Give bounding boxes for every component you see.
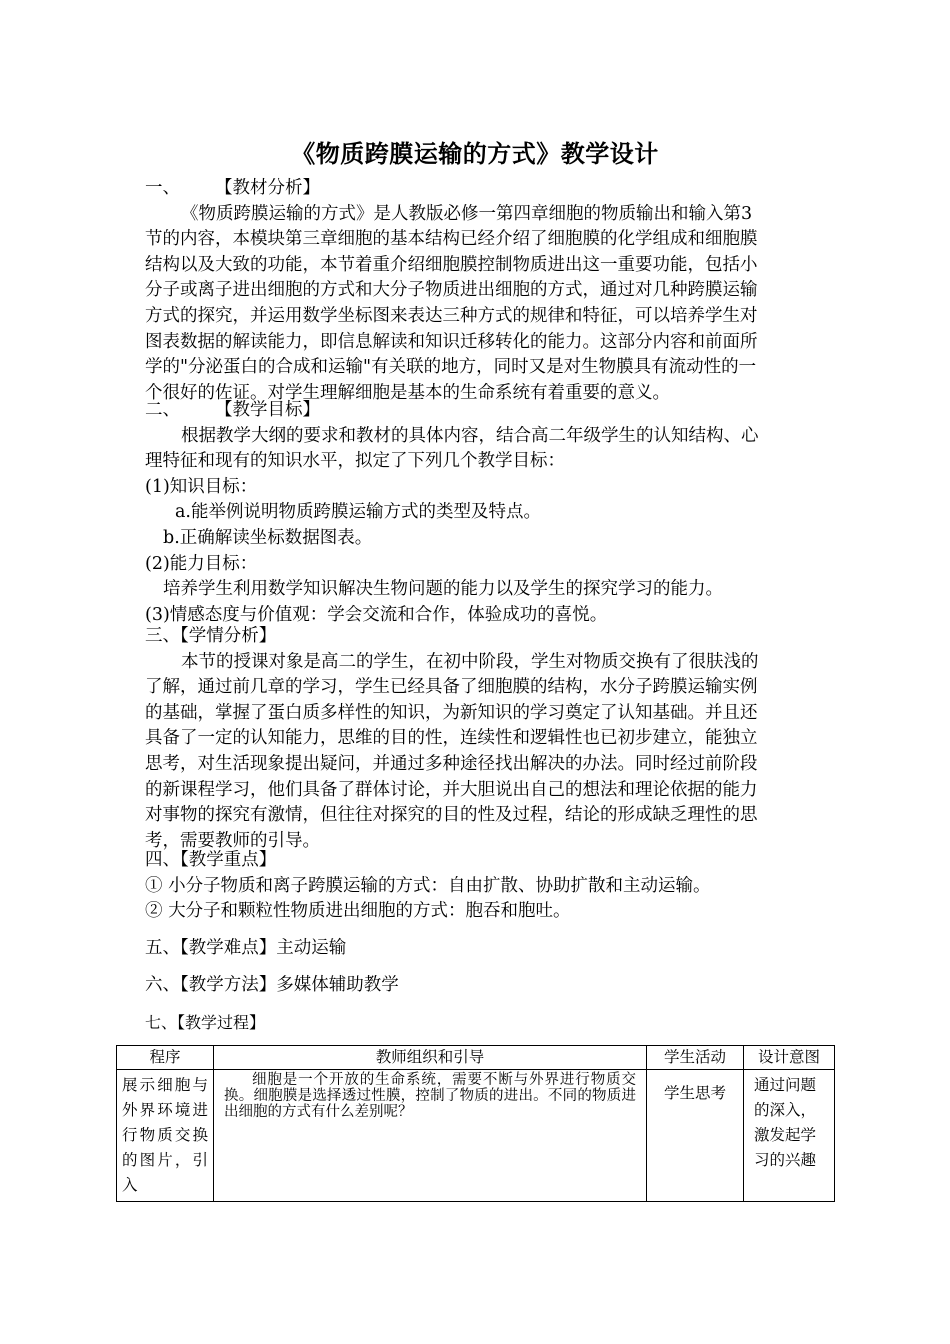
paragraph-line: 思考，对生活现象提出疑问，并通过多种途径找出解决的办法。同时经过前阶段 (145, 753, 758, 774)
paragraph-line: 分子或离子进出细胞的方式和大分子物质进出细胞的方式，通过对几种跨膜运输 (145, 280, 758, 301)
paragraph-line: 结构以及大致的功能，本节着重介绍细胞膜控制物质进出这一重要功能，包括小 (145, 254, 758, 275)
cell-intent: 通过问题的深入，激发起学习的兴趣 (744, 1070, 835, 1202)
section-heading (145, 176, 810, 202)
paragraph-line: 理特征和现有的知识水平，拟定了下列几个教学目标： (145, 451, 565, 472)
paragraph-line: 方式的探究，并运用数学坐标图来表达三种方式的规律和特征，可以培养学生对 (145, 305, 758, 326)
section-title: 【教材分析】 (215, 178, 320, 198)
section-teaching-goals (145, 398, 810, 628)
section-textbook-analysis (145, 176, 810, 406)
paragraph-line: 学的"分泌蛋白的合成和运输"有关联的地方，同时又是对生物膜具有流动性的一 (145, 357, 757, 378)
table-row (117, 1070, 835, 1202)
paragraph-line: 图表数据的解读能力，即信息解读和知识迁移转化的能力。这部分内容和前面所 (145, 331, 758, 352)
table-header-row (117, 1046, 835, 1070)
section-method: 六、【教学方法】多媒体辅助教学 (145, 975, 399, 995)
cell-step: 展示细胞与外界环境进行物质交换的图片，引入 (117, 1070, 214, 1202)
paragraph-line: 本节的授课对象是高二的学生，在初中阶段，学生对物质交换有了很肤浅的 (181, 651, 759, 672)
paragraph-line: 节的内容，本模块第三章细胞的基本结构已经介绍了细胞膜的化学组成和细胞膜 (145, 229, 758, 250)
knowledge-goal-b: b.正确解读坐标数据图表。 (163, 527, 373, 548)
paragraph-line: 具备了一定的认知能力，思维的目的性，连续性和逻辑性也已初步建立，能独立 (145, 728, 758, 749)
section-number: 一、 (145, 178, 180, 198)
key-point-item: ① 小分子物质和离子跨膜运输的方式：自由扩散、协助扩散和主动运输。 (145, 875, 711, 896)
ability-goal-label: (2)能力目标： (145, 553, 258, 574)
section-number: 二、 (145, 400, 180, 420)
paragraph-line: 了解，通过前几章的学习，学生已经具备了细胞膜的结构，水分子跨膜运输实例 (145, 677, 758, 698)
teaching-process-table (116, 1045, 835, 1202)
ability-goal-text: 培养学生利用数学知识解决生物问题的能力以及学生的探究学习的能力。 (163, 579, 723, 600)
paragraph-line: 的新课程学习，他们具备了群体讨论，并大胆说出自己的想法和理论依据的能力 (145, 779, 758, 800)
section-title: 【教学目标】 (215, 400, 320, 420)
section-difficulty: 五、【教学难点】主动运输 (145, 938, 347, 958)
section-heading (145, 398, 810, 424)
header-intent: 设计意图 (744, 1046, 835, 1070)
header-student: 学生活动 (647, 1046, 744, 1070)
document-title: 《物质跨膜运输的方式》教学设计 (291, 139, 659, 168)
key-point-item: ② 大分子和颗粒性物质进出细胞的方式：胞吞和胞吐。 (145, 901, 571, 922)
section-title: 四、【教学重点】 (145, 850, 277, 870)
section-learner-analysis (145, 624, 810, 854)
section-title: 三、【学情分析】 (145, 626, 277, 646)
paragraph-line: 个很好的佐证。对学生理解细胞是基本的生命系统有着重要的意义。 (145, 382, 670, 403)
cell-teacher: 细胞是一个开放的生命系统，需要不断与外界进行物质交换。细胞膜是选择透过性膜，控制了物质的进出。不同的物质进出细胞的方式有什么差别呢？ (214, 1070, 647, 1202)
emotion-goal: (3)情感态度与价值观：学会交流和合作，体验成功的喜悦。 (145, 604, 608, 625)
paragraph-line: 对事物的探究有激情，但往往对探究的目的性及过程，结论的形成缺乏理性的思 (145, 805, 758, 826)
section-process: 七、【教学过程】 (145, 1013, 266, 1032)
knowledge-goal-label: (1)知识目标： (145, 476, 258, 497)
paragraph-line: 根据教学大纲的要求和教材的具体内容，结合高二年级学生的认知结构、心 (181, 425, 759, 446)
header-step: 程序 (117, 1046, 214, 1070)
knowledge-goal-a: a.能举例说明物质跨膜运输方式的类型及特点。 (175, 502, 541, 523)
cell-student: 学生思考 (647, 1070, 744, 1202)
paragraph-line: 考，需要教师的引导。 (145, 830, 320, 851)
header-teacher: 教师组织和引导 (214, 1046, 647, 1070)
section-key-points (145, 848, 810, 925)
paragraph-line: 的基础，掌握了蛋白质多样性的知识，为新知识的学习奠定了认知基础。并且还 (145, 702, 758, 723)
paragraph-line: 《物质跨膜运输的方式》是人教版必修一第四章细胞的物质输出和输入第3 (181, 203, 753, 224)
